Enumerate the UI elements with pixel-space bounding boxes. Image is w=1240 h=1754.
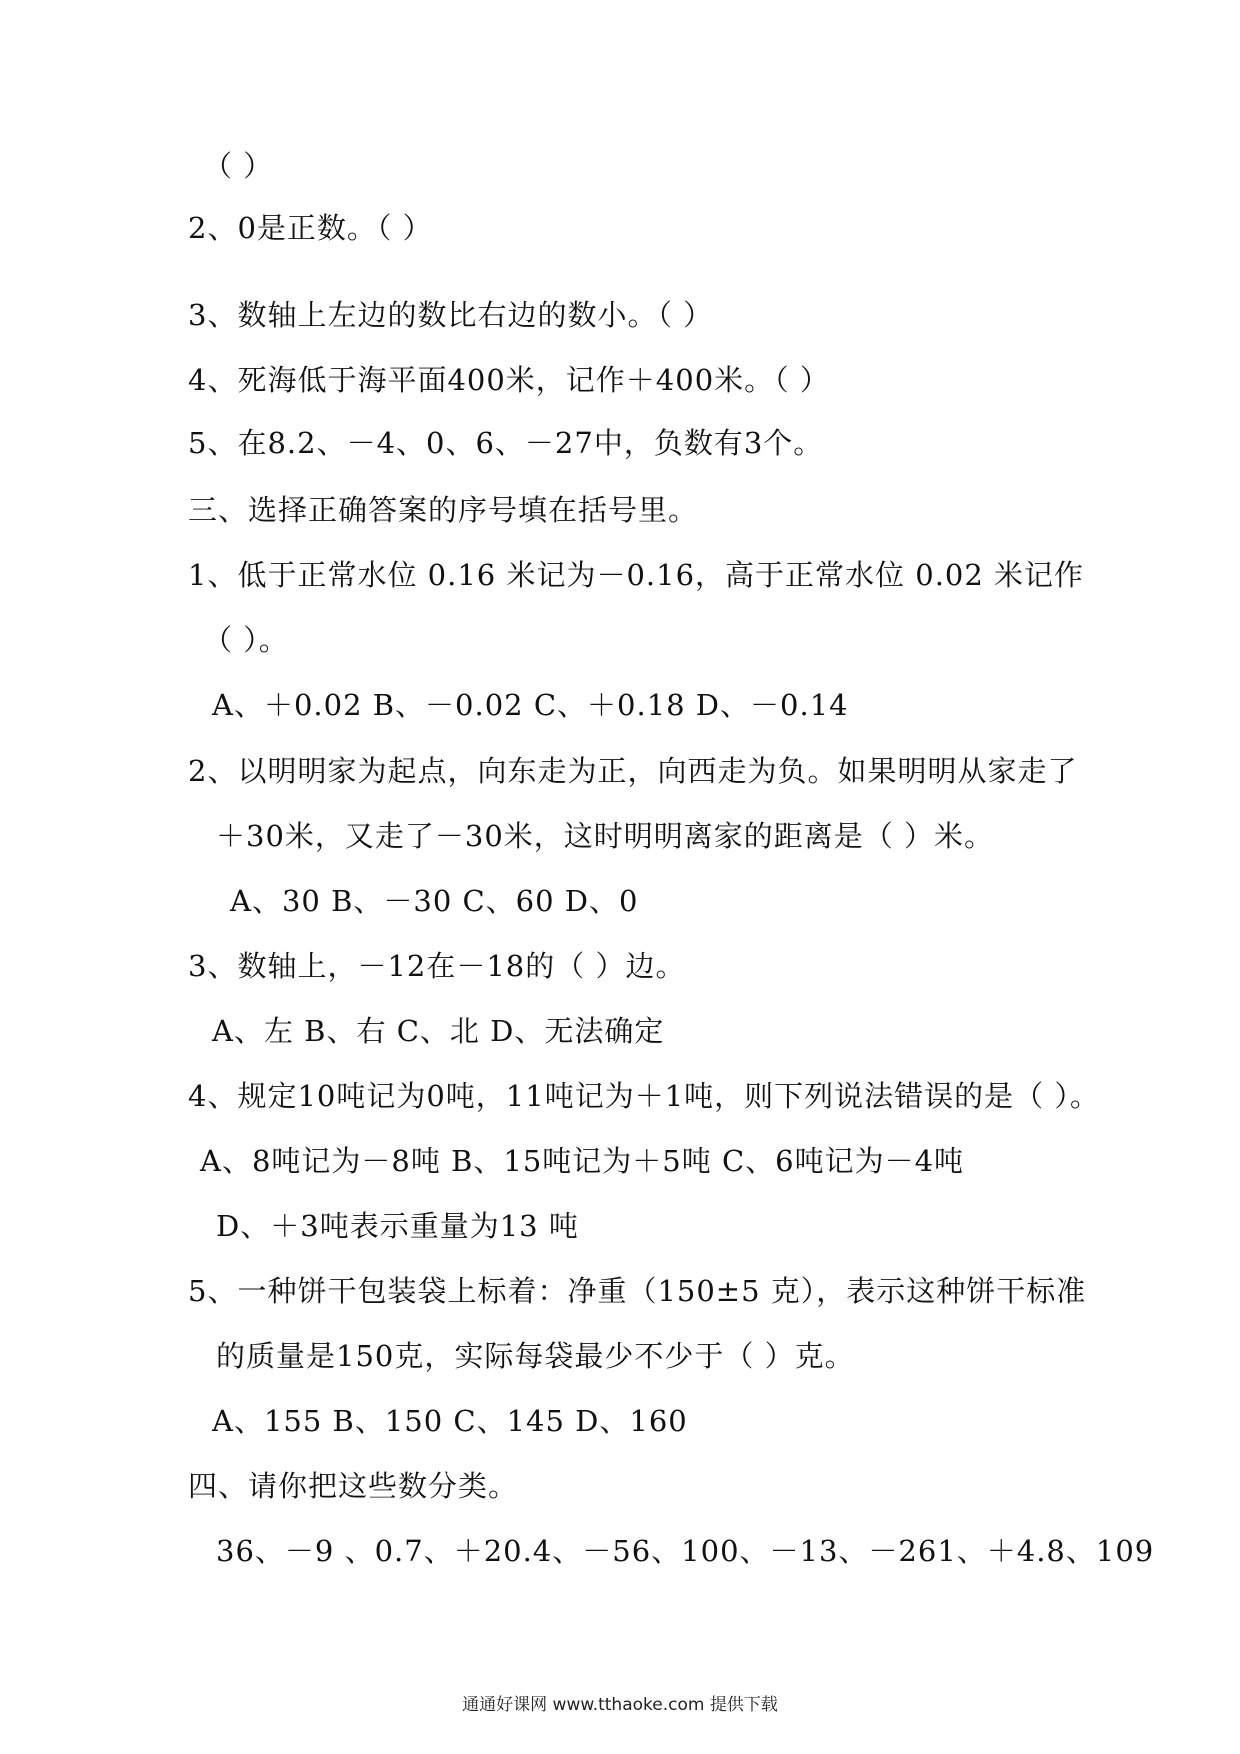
footer-source: 通通好课网 www.tthaoke.com 提供下载 bbox=[462, 1695, 778, 1715]
choice-q3-text: 3、数轴上，－12在－18的（ ）边。 bbox=[188, 949, 686, 983]
choice-q5-text-cont: 的质量是150克，实际每袋最少不少于（ ）克。 bbox=[216, 1339, 855, 1373]
choice-q4-text: 4、规定10吨记为0吨，11吨记为＋1吨，则下列说法错误的是（ ）。 bbox=[188, 1079, 1100, 1113]
section-4-heading: 四、请你把这些数分类。 bbox=[188, 1469, 519, 1503]
choice-q5-options: A、155 B、150 C、145 D、160 bbox=[212, 1404, 688, 1438]
choice-q2-text-cont: ＋30米，又走了－30米，这时明明离家的距离是（ ）米。 bbox=[216, 819, 995, 853]
choice-q1-blank: （ ）。 bbox=[203, 623, 289, 657]
choice-q1-text: 1、低于正常水位 0.16 米记为－0.16，高于正常水位 0.02 米记作 bbox=[188, 558, 1085, 592]
q1-answer-blank: （ ） bbox=[203, 149, 274, 183]
judge-item-2: 2、0是正数。（ ） bbox=[188, 211, 433, 245]
numbers-to-classify: 36、－9 、0.7、＋20.4、－56、100、－13、－261、＋4.8、109 bbox=[216, 1534, 1155, 1568]
judge-item-5: 5、在8.2、－4、0、6、－27中，负数有3个。 bbox=[188, 426, 824, 460]
choice-q2-options: A、30 B、－30 C、60 D、0 bbox=[230, 884, 639, 918]
choice-q2-text: 2、以明明家为起点，向东走为正，向西走为负。如果明明从家走了 bbox=[188, 754, 1078, 788]
choice-q4-option-d: D、＋3吨表示重量为13 吨 bbox=[216, 1209, 579, 1243]
judge-item-4: 4、死海低于海平面400米，记作＋400米。（ ） bbox=[188, 363, 830, 397]
choice-q4-options: A、8吨记为－8吨 B、15吨记为＋5吨 C、6吨记为－4吨 bbox=[200, 1144, 965, 1178]
judge-item-3: 3、数轴上左边的数比右边的数小。（ ） bbox=[188, 298, 714, 332]
choice-q1-options: A、＋0.02 B、－0.02 C、＋0.18 D、－0.14 bbox=[212, 688, 849, 722]
choice-q3-options: A、左 B、右 C、北 D、无法确定 bbox=[212, 1014, 665, 1048]
choice-q5-text: 5、一种饼干包装袋上标着：净重（150±5 克），表示这种饼干标准 bbox=[188, 1274, 1087, 1308]
section-3-heading: 三、选择正确答案的序号填在括号里。 bbox=[188, 493, 699, 527]
